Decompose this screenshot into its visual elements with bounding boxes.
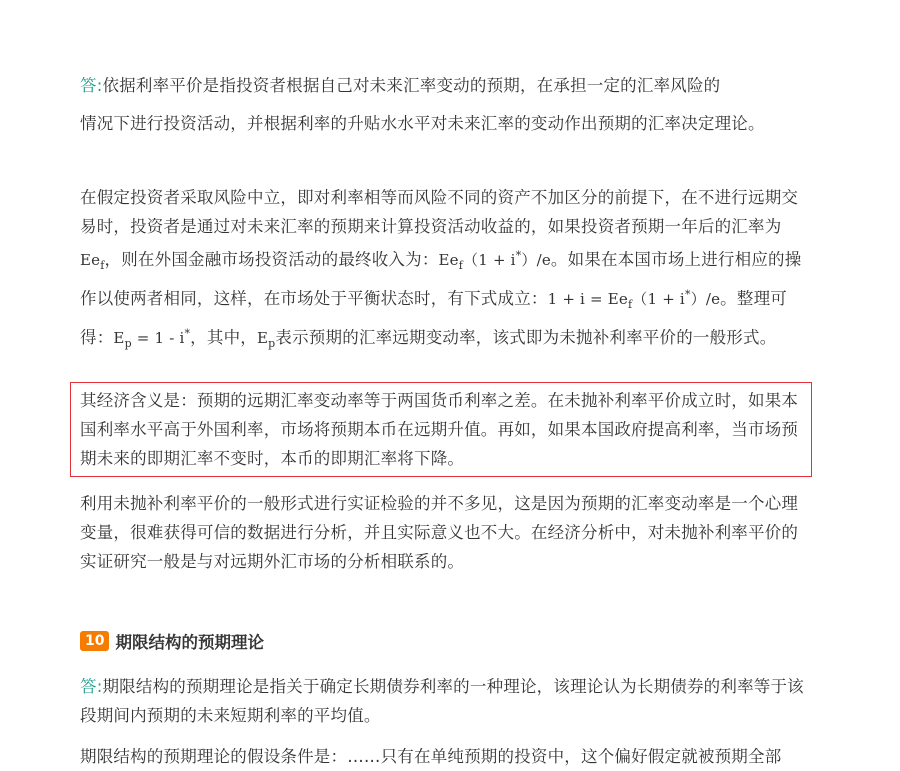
highlight-box xyxy=(70,382,812,477)
formula-ep-ref: $E_p$ xyxy=(256,329,276,350)
section-heading xyxy=(80,628,264,654)
formula-income: $Ee_f(1 + i^*)/e$ xyxy=(438,249,551,272)
paragraph-answer-expectations: 答:期限结构的预期理论是指关于确定长期债券利率的一种理论，该理论认为长期债券的利率等于该段期间内预期的未来短期利率的平均值。 xyxy=(80,677,804,725)
answer-label: 答: xyxy=(80,677,103,696)
partial-paragraph-bottom: 期限结构的预期理论的假设条件是：……只有在单纯预期的投资中，这个偏好假定就被预期全部 xyxy=(80,747,782,766)
formula-equilibrium: $1 + i = Ee_f(1 + i^*)/e$ xyxy=(547,288,721,311)
formula-ep: $E_p = 1 - i^*$ xyxy=(113,327,191,350)
answer-label: 答: xyxy=(80,76,103,95)
section-title: 期限结构的预期理论 xyxy=(115,633,264,652)
paragraph-theory-definition: 情况下进行投资活动，并根据利率的升贴水水平对未来汇率的变动作出预期的汇率决定理论。 xyxy=(80,114,765,133)
paragraph-empirical-test: 利用未抛补利率平价的一般形式进行实证检验的并不多见，这是因为预期的汇率变动率是一个心理变量，很难获得可信的数据进行分析，并且实际意义也不大。在经济分析中，对未抛补利率平价的实证研究一般是与对远期外汇市场的分析相联系的。 xyxy=(80,494,799,571)
paragraph-economic-meaning: 其经济含义是：预期的远期汇率变动率等于两国货币利率之差。在未抛补利率平价成立时，如果本国利率水平高于外国利率，市场将预期本币在远期升值。再如，如果本国政府提高利率，当市场预期未来的即期汇率不变时，本币的即期汇率将下降。 xyxy=(80,391,799,468)
formula-ee: $Ee_f$ xyxy=(80,251,105,272)
paragraph-derivation: 在假定投资者采取风险中立，即对利率相等而风险不同的资产不加区分的前提下，在不进行远期交易时，投资者是通过对未来汇率的预期来计算投资活动收益的，如果投资者预期一年后的汇率为$Ee_f$，则在外国金融市场投资活动的最终收入为：$Ee_f(1 + i^*)/e$。如果在本国市场上进行相应的操作以使两者相同，这样，在市场处于平衡状态时，有下式成立：$1 + i = Ee_f(1 + i^*)/e$。整理可得：$E_p = 1 - i^*$，其中，$E_p$表示预期的汇率远期变动率，该式即为未抛补利率平价的一般形式。 xyxy=(80,188,802,350)
section-number-badge: 10 xyxy=(80,631,109,651)
partial-paragraph-top: 答:依据利率平价是指投资者根据自己对未来汇率变动的预期，在承担一定的汇率风险的 xyxy=(80,76,721,95)
